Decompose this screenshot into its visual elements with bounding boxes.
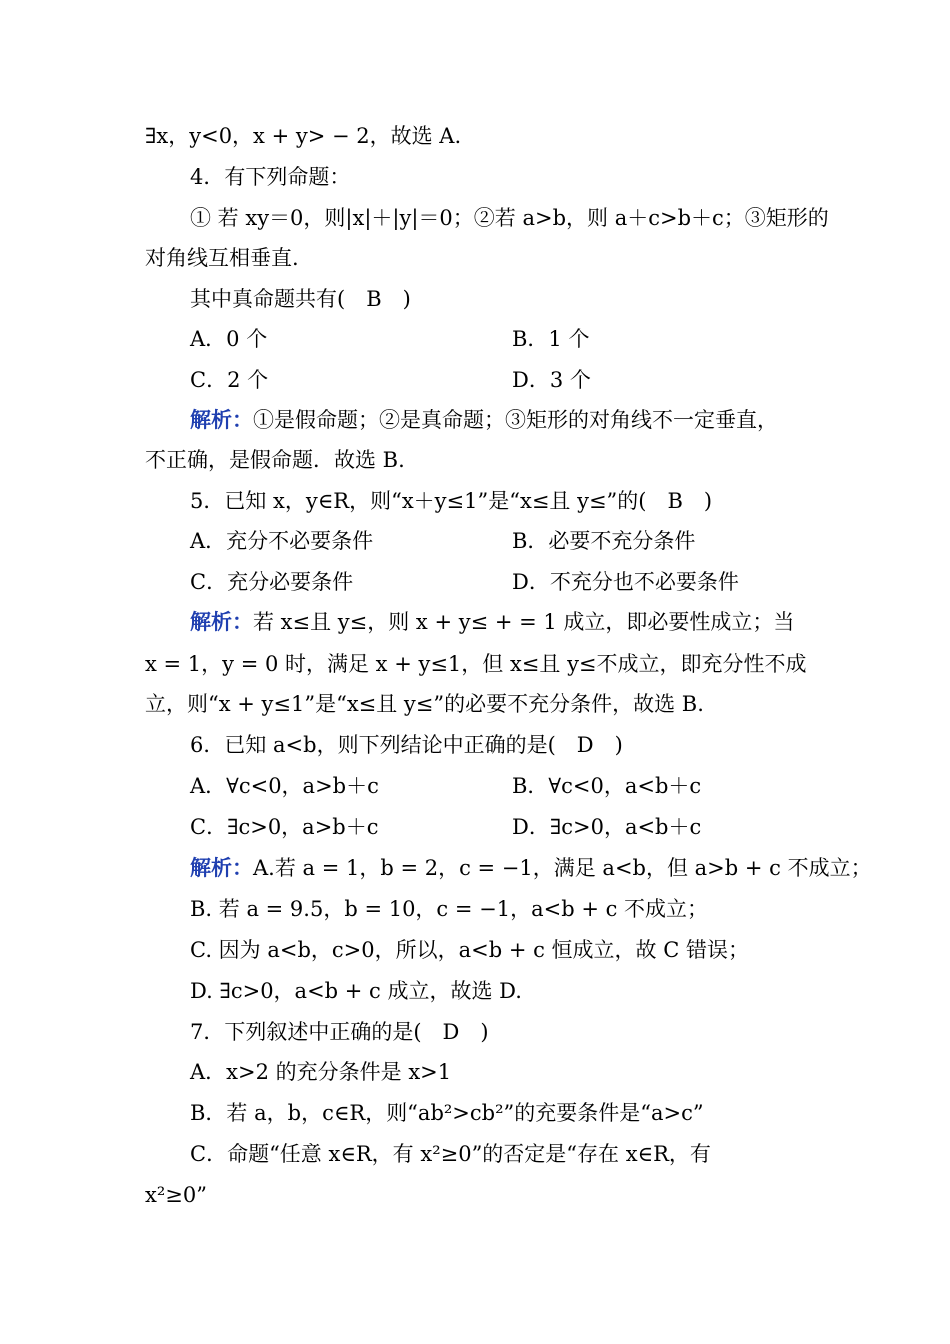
option-b: B．必要不充分条件 [512,529,696,553]
option-a: A．x>2 的充分条件是 x>1 [190,1060,452,1084]
text-line: 立，则“x + y≤1”是“x≤且 y≤”的必要不充分条件，故选 B. [145,692,704,716]
option-d: D．3 个 [512,368,591,392]
text-line: x²≥0” [145,1183,207,1207]
option-d: D．不充分也不必要条件 [512,570,739,594]
text-line: ∃x，y<0，x + y> − 2，故选 A. [145,124,462,148]
analysis-text: A.若 a = 1，b = 2，c = −1，满足 a<b，但 a>b + c 不成立； [253,856,872,880]
option-d: D．∃c>0，a<b＋c [512,815,702,839]
analysis-text: 若 x≤且 y≤，则 x + y≤ + = 1 成立，即必要性成立；当 [253,610,795,634]
analysis-5 [190,608,794,636]
question-4: 4．有下列命题： [190,165,351,189]
analysis-label: 解析： [190,407,253,432]
question-7: 7．下列叙述中正确的是( D ) [190,1020,489,1044]
option-c: C．∃c>0，a>b＋c [190,815,379,839]
text-line: D. ∃c>0，a<b + c 成立，故选 D. [190,979,522,1003]
option-a: A．充分不必要条件 [190,529,374,553]
analysis-label: 解析： [190,855,253,880]
analysis-label: 解析： [190,609,253,634]
text-line: x = 1，y = 0 时，满足 x + y≤1，但 x≤且 y≤不成立，即充分性不成 [145,652,807,676]
text-line: C. 因为 a<b，c>0，所以，a<b + c 恒成立，故 C 错误； [190,938,749,962]
option-c: C．2 个 [190,368,269,392]
option-c: C．充分必要条件 [190,570,354,594]
text-line: B. 若 a = 9.5，b = 10，c = −1，a<b + c 不成立； [190,897,709,921]
question-6: 6．已知 a<b，则下列结论中正确的是( D ) [190,733,623,757]
analysis-text: ①是假命题； [253,408,379,432]
analysis-4 [190,406,778,434]
option-b: B．1 个 [512,327,590,351]
text-line: 不正确，是假命题．故选 B. [145,448,405,472]
analysis-6 [190,854,872,882]
question-5: 5．已知 x，y∈R，则“x＋y≤1”是“x≤且 y≤”的( B ) [190,489,713,513]
analysis-text: ②是真命题；③矩形的对角线不一定垂直， [379,408,778,432]
text-line: 其中真命题共有( B ) [190,287,411,311]
option-b: B．∀c<0，a<b＋c [512,774,702,798]
option-b: B．若 a，b，c∈R，则“ab²>cb²”的充要条件是“a>c” [190,1101,704,1125]
option-a: A．0 个 [190,327,268,351]
option-c: C．命题“任意 x∈R，有 x²≥0”的否定是“存在 x∈R，有 [190,1142,711,1166]
text-line: ① 若 xy＝0，则|x|＋|y|＝0；②若 a>b，则 a＋c>b＋c；③矩形的 [190,206,829,230]
option-a: A．∀c<0，a>b＋c [190,774,379,798]
text-line: 对角线互相垂直. [145,246,299,270]
